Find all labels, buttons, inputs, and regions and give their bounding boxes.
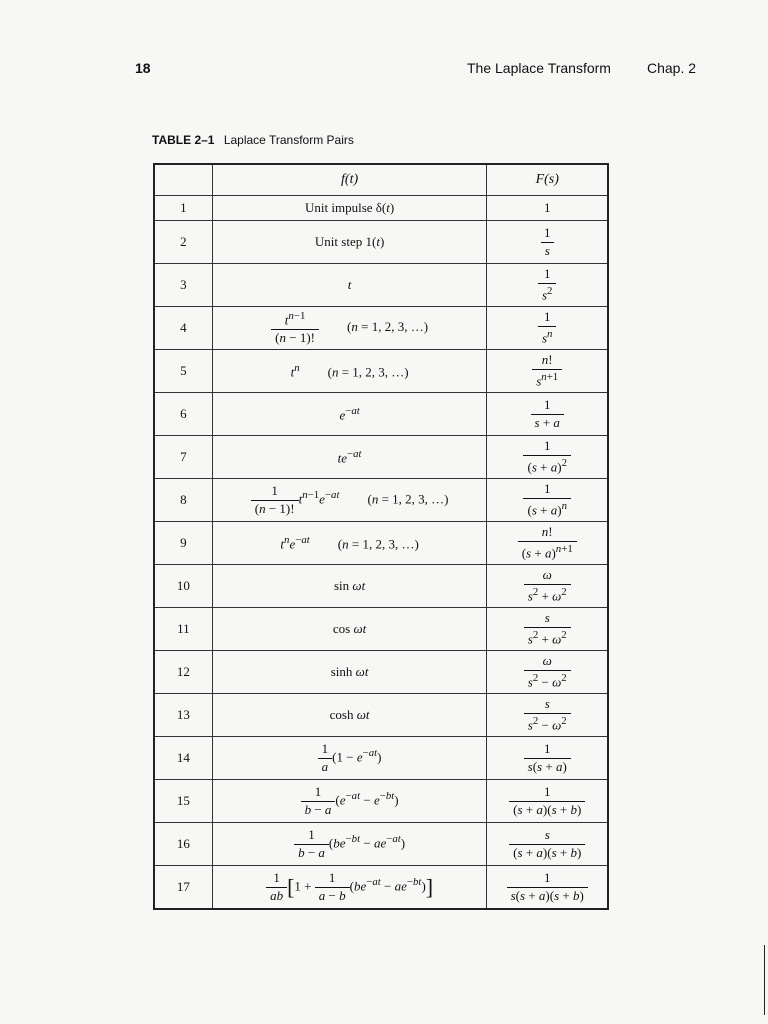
table-row [154, 694, 608, 737]
row-f: $\frac{1}{(n - 1)!}$ $t^{n-1}e^{-at}$ (n = 1, 2, 3, …) [212, 479, 487, 522]
running-title: The Laplace Transform [467, 60, 611, 76]
table-row [154, 393, 608, 436]
table-row [154, 196, 608, 221]
header-f: f(t) [212, 164, 487, 196]
row-f: $\frac{1}{ab}$ [1 + $\frac{1}{a - b}$ $(be^{-at} - ae^{-bt})$] [212, 866, 487, 910]
row-f: $\frac{t^{n-1}}{(n - 1)!}$ (n = 1, 2, 3, …) [212, 307, 487, 350]
row-f: $t^ne^{-at}$ (n = 1, 2, 3, …) [212, 522, 487, 565]
laplace-table [153, 163, 609, 910]
page-number: 18 [135, 60, 151, 76]
row-f: $\frac{1}{b - a}$ $(e^{-at} - e^{-bt})$ [212, 780, 487, 823]
table-caption [152, 133, 354, 147]
row-index: 1 [154, 196, 212, 221]
table-row [154, 436, 608, 479]
row-index: 10 [154, 565, 212, 608]
row-index: 9 [154, 522, 212, 565]
row-index: 12 [154, 651, 212, 694]
row-f: sin ωt [212, 565, 487, 608]
table-row [154, 221, 608, 264]
table-row [154, 264, 608, 307]
row-index: 17 [154, 866, 212, 910]
table-body [154, 196, 608, 910]
row-F: $\frac{1}{(s + a)(s + b)}$ [487, 780, 608, 823]
row-F: $\frac{n!}{(s + a)^{n+1}}$ [487, 522, 608, 565]
table-row [154, 565, 608, 608]
table-row [154, 651, 608, 694]
chapter-label: Chap. 2 [647, 60, 697, 76]
table-row [154, 737, 608, 780]
row-F: $\frac{1}{s^n}$ [487, 307, 608, 350]
row-index: 4 [154, 307, 212, 350]
row-index: 14 [154, 737, 212, 780]
header-index [154, 164, 212, 196]
table-row [154, 307, 608, 350]
row-f: sinh ωt [212, 651, 487, 694]
row-index: 7 [154, 436, 212, 479]
row-f: Unit impulse δ(t) [212, 196, 487, 221]
row-F: $\frac{s}{(s + a)(s + b)}$ [487, 823, 608, 866]
row-index: 11 [154, 608, 212, 651]
edge-line [764, 945, 765, 1015]
row-F: $\frac{1}{s + a}$ [487, 393, 608, 436]
table-header-row [154, 164, 608, 196]
table-row [154, 780, 608, 823]
row-index: 13 [154, 694, 212, 737]
header-F: F(s) [487, 164, 608, 196]
row-F: 1 [487, 196, 608, 221]
row-F: $\frac{1}{s^2}$ [487, 264, 608, 307]
row-index: 2 [154, 221, 212, 264]
table-caption-label: TABLE 2–1 [152, 133, 215, 147]
row-f: $t^n$ (n = 1, 2, 3, …) [212, 350, 487, 393]
row-F: $\frac{1}{(s + a)^n}$ [487, 479, 608, 522]
row-F: $\frac{\omega}{s^2 - \omega^2}$ [487, 651, 608, 694]
table-row [154, 350, 608, 393]
row-f: $te^{-at}$ [212, 436, 487, 479]
table-row [154, 823, 608, 866]
row-f: t [212, 264, 487, 307]
row-F: $\frac{\omega}{s^2 + \omega^2}$ [487, 565, 608, 608]
table-caption-text: Laplace Transform Pairs [223, 133, 354, 147]
table-row [154, 522, 608, 565]
row-F: $\frac{1}{s(s + a)(s + b)}$ [487, 866, 608, 910]
row-f: $\frac{1}{b - a}$ $(be^{-bt} - ae^{-at})$ [212, 823, 487, 866]
row-F: $\frac{1}{s(s + a)}$ [487, 737, 608, 780]
row-index: 5 [154, 350, 212, 393]
row-index: 3 [154, 264, 212, 307]
row-f: cosh ωt [212, 694, 487, 737]
row-index: 15 [154, 780, 212, 823]
table-row [154, 479, 608, 522]
row-f: Unit step 1(t) [212, 221, 487, 264]
row-index: 16 [154, 823, 212, 866]
row-F: $\frac{n!}{s^{n+1}}$ [487, 350, 608, 393]
row-F: $\frac{s}{s^2 - \omega^2}$ [487, 694, 608, 737]
row-index: 6 [154, 393, 212, 436]
table-row [154, 866, 608, 910]
row-F: $\frac{1}{(s + a)^2}$ [487, 436, 608, 479]
row-f: cos ωt [212, 608, 487, 651]
row-F: $\frac{s}{s^2 + \omega^2}$ [487, 608, 608, 651]
row-index: 8 [154, 479, 212, 522]
row-f: $\frac{1}{a}$ $(1 - e^{-at})$ [212, 737, 487, 780]
table-row [154, 608, 608, 651]
row-f: $e^{-at}$ [212, 393, 487, 436]
row-F: $\frac{1}{s}$ [487, 221, 608, 264]
